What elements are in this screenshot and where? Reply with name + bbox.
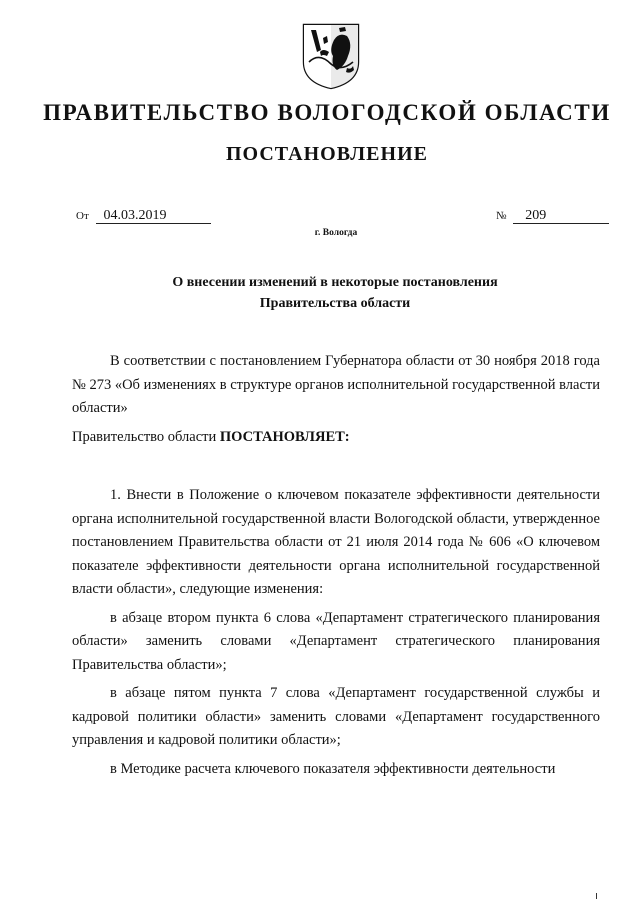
resolve-keyword: ПОСТАНОВЛЯЕТ: [219, 428, 350, 445]
item-1-change-a: в абзаце втором пункта 6 слова «Департамент стратегического планирования области» заменить словами «Департамент стратегического планирования Правительства области»; [72, 609, 600, 673]
number-prefix: № [496, 210, 507, 222]
resolve-prefix: Правительство области [72, 428, 220, 445]
preamble-paragraph: В соответствии с постановлением Губернатора области от 30 ноября 2018 года № 273 «Об изменениях в структуре органов исполнительной государственной власти области» [72, 353, 600, 416]
government-title: ПРАВИТЕЛЬСТВО ВОЛОГОДСКОЙ ОБЛАСТИ [43, 100, 611, 125]
subject-line-2: Правительства области [259, 296, 411, 311]
item-1-change-c: в Методике расчета ключевого показателя эффективности деятельности [110, 760, 556, 777]
vologda-coat-of-arms-icon [301, 22, 361, 90]
date-prefix: От [76, 210, 89, 222]
decree-body [72, 350, 600, 781]
scan-mark [596, 893, 597, 899]
decree-date-field [76, 208, 211, 224]
subject-line-1: О внесении изменений в некоторые постановления [172, 275, 498, 290]
decree-subject [100, 272, 570, 314]
resolve-paragraph [72, 426, 600, 450]
item-1-paragraph: 1. Внести в Положение о ключевом показателе эффективности деятельности органа исполнительной государственной власти Вологодской области, утвержденное постановлением Правительства области от 21 июля 2014 года № 606 «О ключевом показателе эффективности деятельности органа исполнительной государственной власти области», следующие изменения: [72, 487, 600, 597]
document-type-title: ПОСТАНОВЛЕНИЕ [226, 143, 428, 165]
item-1-change-b: в абзаце пятом пункта 7 слова «Департамент государственной службы и кадровой политики области» заменить словами «Департамент государственного управления и кадровой политики области»; [72, 685, 600, 748]
decree-number-field [496, 208, 609, 224]
city-label: г. Вологда [314, 228, 358, 238]
decree-number: 209 [513, 208, 609, 224]
decree-date: 04.03.2019 [96, 208, 211, 224]
